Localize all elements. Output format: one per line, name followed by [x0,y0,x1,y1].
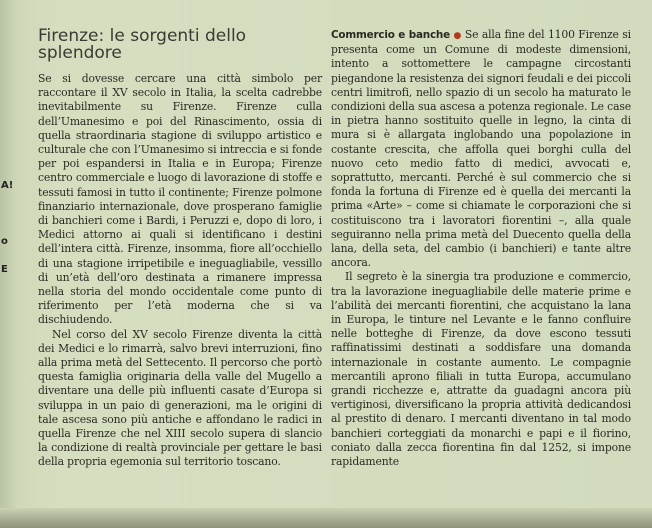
page-title: Firenze: le sorgenti dello splendore [38,26,247,63]
paragraph: Nel corso del XV secolo Firenze diventa la città dei Medici e lo rimarrà, salvo brevi interruzioni, fino alla prima metà del Settecento. Il percorso che portò questa famiglia originaria della valle del Mugello a diventare una delle più influenti casate d’Europa si sviluppa in un paio di generazioni, ma le origini di tale ascesa sono più antiche e affondano le radici in quella Firenze che nel XIII secolo supera di slancio la condizione di realtà provinciale per gettare le basi della propria egemonia sul territorio toscano. [38,327,322,469]
paragraph: Il segreto è la sinergia tra produzione e commercio, tra la lavorazione ineguagliabile delle materie prime e l’abilità dei mercanti fiorentini, che acquistano la lana in Europa, le tinture nel Levante e le fanno confluire nelle botteghe di Firenze, da dove escono tessuti raffinatissimi destinati a soddisfare una domanda internazionale in costante aumento. Le compagnie mercantili aprono filiali in tutta Europa, accumulano grandi ricchezze e, attratte da guadagni ancora più vertiginosi, diversificano la propria attività dedicandosi al prestito di denaro. I mercanti diventano in tal modo banchieri corteggiati da monarchi e papi e il fiorino, coniato dalla zecca fiorentina fin dal 1252, si impone rapidamente [331,270,631,469]
page-bottom-shadow [0,508,652,528]
margin-mark: A! [1,180,14,191]
left-column [38,28,322,470]
section-paragraph [331,28,631,270]
section-title: Commercio e banche [331,29,450,41]
bullet-icon: ● [453,31,462,41]
margin-mark: o [1,236,8,247]
margin-mark: E [1,264,8,275]
right-column [331,28,631,469]
paragraph-text: Se alla fine del 1100 Firenze si presenta come un Comune di modeste dimensioni, intento a sottomettere le campagne circostanti piegandone la resistenza dei signori feudali e dei piccoli centri limitrofi, nello spazio di un secolo ha maturato le condizioni della sua ascesa a potenza regionale. Le case in pietra hanno sostituito quelle in legno, la cinta di mura si è allargata inglobando una popolazione in costante crescita, che affolla quei borghi culla del nuovo ceto medio fatto di medici, avvocati e, soprattutto, mercanti. Perché è sul commercio che si fonda la fortuna di Firenze ed è quella dei mercanti la prima «Arte» – come si chiamate le corporazioni che si costituiscono tra i lavoratori fiorentini –, alla quale seguiranno nella prima metà del Duecento quella della lana, della seta, del cambio (i banchieri) e tante altre ancora. [331,28,631,270]
paragraph: Se si dovesse cercare una città simbolo per raccontare il XV secolo in Italia, la scelta cadrebbe inevitabilmente su Firenze. Firenze culla dell’Umanesimo e poi del Rinascimento, ossia di quella straordinaria stagione di sviluppo artistico e culturale che con l’Umanesimo si intreccia e si fonde per poi espandersi in Italia e in Europa; Firenze centro commerciale e luogo di lavorazione di stoffe e tessuti famosi in tutto il continente; Firenze polmone finanziario internazionale, dove prosperano famiglie di banchieri come i Bardi, i Peruzzi e, dopo di loro, i Medici attorno ai quali si identificano i destini dell’intera città. Firenze, insomma, fiore all’occhiello di una stagione irripetibile e ineguagliabile, vessillo di un’età dell’oro destinata a rimanere impressa nella storia del mondo occidentale come punto di riferimento per l’età moderna che si va dischiudendo. [38,72,322,327]
